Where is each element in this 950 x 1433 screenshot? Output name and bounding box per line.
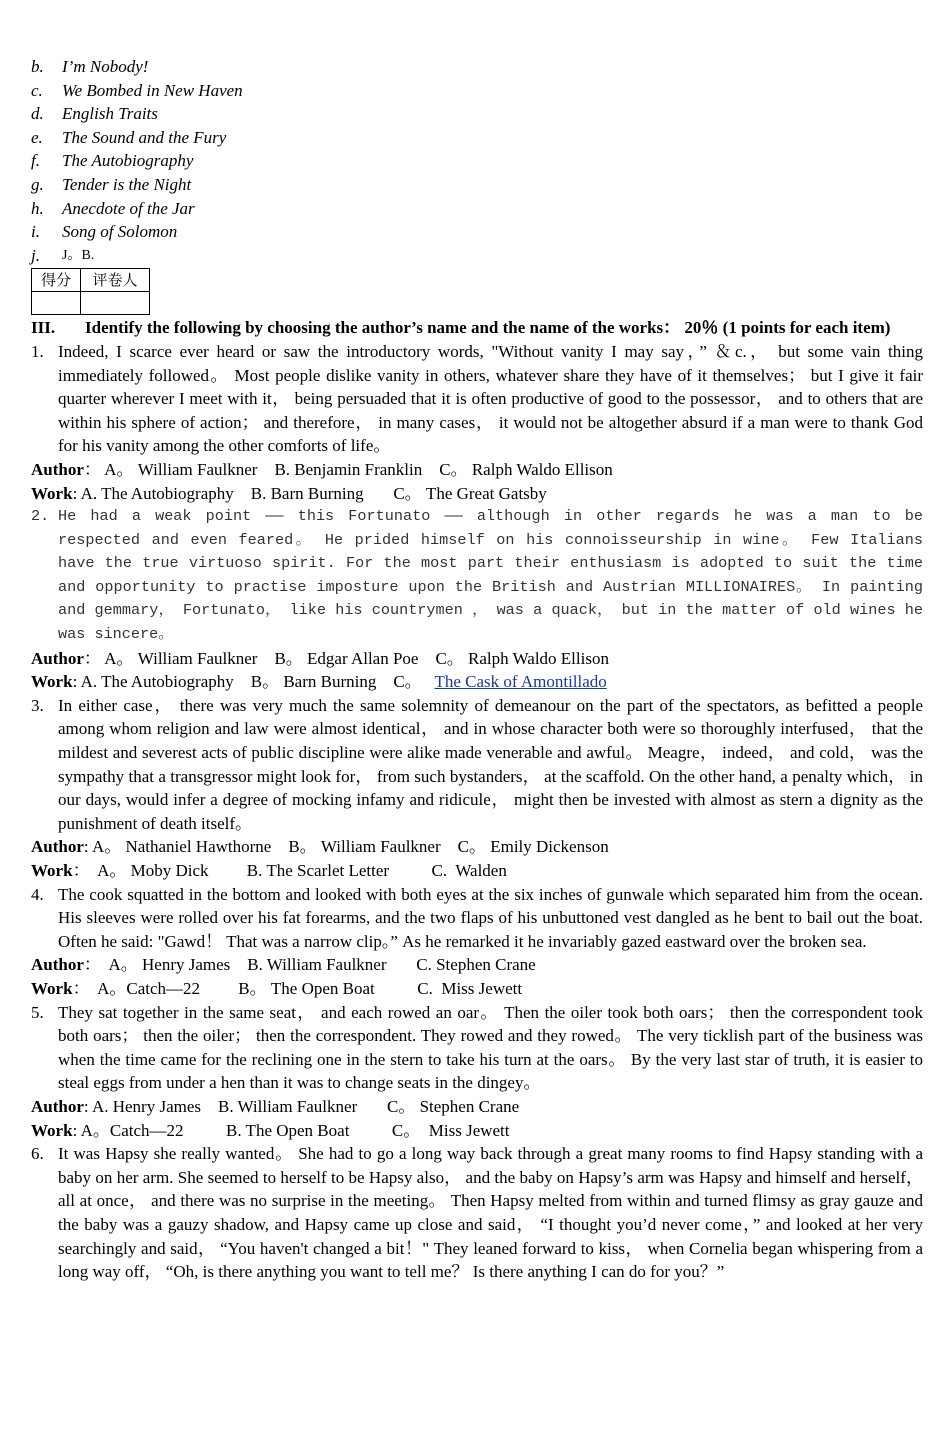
- score-header: 得分: [32, 269, 81, 292]
- list-item: e. The Sound and the Fury: [31, 127, 227, 147]
- score-cell[interactable]: [32, 292, 81, 315]
- question-number: 2.: [31, 507, 50, 526]
- question-text: He had a weak point —— this Fortunato —— although in other regards he was a man to be respected and even feared。 He prided himself on his connoisseurship in wine。 Few Italians have the true virtuoso spirit. For the most part their enthusiasm is adopted to suit the time and opportunity to practise imposture upon the British and Austrian MILLIONAIRES。 In painting and gemmary， Fortunato， like his countrymen ， was a quack， but in the matter of old wines he was sincere。: [58, 507, 923, 644]
- author-options: Author： A。 William Faulkner B。 Edgar Allan Poe C。 Ralph Waldo Ellison: [31, 648, 609, 668]
- question-text: They sat together in the same seat， and each rowed an oar。 Then the oiler took both oars； then the correspondent took both oars； then the oiler； then the correspondent. They rowed and they rowed。 The very ticklish part of the business was when the time came for the reclining one in the stern to take his turn at the oars。 By the very last star of truth, it is easier to steal eggs from under a hen than it was to change seats in the dingey。: [58, 1002, 923, 1093]
- work-options: Work: A。Catch—22 B. The Open Boat C。 Miss Jewett: [31, 1120, 510, 1140]
- question-number: 6.: [31, 1144, 44, 1164]
- question-text: Indeed, I scarce ever heard or saw the introductory words, "Without vanity I may say，” ＆c.， but some vain thing immediately followed。 Most people dislike vanity in others, whatever share they have of it themselves； but I give it fair quarter wherever I meet with it， being persuaded that it is often productive of good to the possessor， and to others that are within his sphere of action； and therefore， in many cases， it would not be altogether absurd if a man were to thank God for his vanity among the other comforts of life。: [58, 341, 923, 456]
- list-item: d. English Traits: [31, 104, 158, 124]
- grader-cell[interactable]: [81, 292, 150, 315]
- answer-list: [31, 55, 923, 267]
- list-item: b. I’m Nobody!: [31, 57, 149, 76]
- list-item: f. The Autobiography: [31, 151, 194, 171]
- section-heading: [31, 316, 923, 340]
- author-options: Author： A。 William Faulkner B. Benjamin Franklin C。 Ralph Waldo Ellison: [31, 459, 613, 479]
- work-options: Work： A。Catch—22 B。 The Open Boat C. Miss Jewett: [31, 978, 523, 998]
- author-options: Author： A。 Henry James B. William Faulkner C. Stephen Crane: [31, 955, 536, 975]
- question: [31, 1001, 923, 1095]
- question-number: 3.: [31, 695, 44, 715]
- section-title: Identify the following by choosing the author’s name and the name of the works： 20％ (1 points for each item): [85, 318, 891, 338]
- list-item: h. Anecdote of the Jar: [31, 198, 195, 218]
- list-item: c. We Bombed in New Haven: [31, 80, 243, 100]
- author-options: Author: A. Henry James B. William Faulkner C。 Stephen Crane: [31, 1096, 520, 1116]
- question-number: 4.: [31, 884, 44, 904]
- work-options: Work: A. The Autobiography B. Barn Burning C。 The Great Gatsby: [31, 483, 547, 503]
- question: [31, 694, 923, 836]
- question-text: It was Hapsy she really wanted。 She had to go a long way back through a great many rooms to find Hapsy standing with a baby on her arm. She seemed to herself to be Hapsy also， and the baby on Hapsy’s arm was Hapsy and himself and herself， all at once， and there was no surprise in the meeting。 Then Hapsy melted from within and turned flimsy as gray gauze and the baby was a gauzy shadow, and Hapsy came up close and said， “I thought you’d never come，” and looked at her very searchingly and said， “You haven't changed a bit！" They leaned forward to kiss， when Cornelia began whispering from a long way off， “Oh, is there anything you want to tell me？ Is there anything I can do for you？”: [58, 1144, 923, 1282]
- question-text: The cook squatted in the bottom and looked with both eyes at the six inches of gunwale which separated him from the ocean. His sleeves were rolled over his fat forearms, and the two flaps of his unbuttoned vest dangled as he bent to bail out the boat. Often he said: "Gawd！ That was a narrow clip。” As he remarked it he invariably gazed eastward over the broken sea.: [58, 884, 923, 951]
- grader-header: 评卷人: [81, 269, 150, 292]
- exam-page: [31, 55, 923, 1284]
- question-number: 1.: [31, 341, 44, 361]
- work-options: Work： A。 Moby Dick B. The Scarlet Letter C. Walden: [31, 861, 507, 880]
- list-item: j. J。B.: [31, 245, 95, 265]
- work-options: Work: A. The Autobiography B。 Barn Burning C。 The Cask of Amontillado: [31, 672, 607, 692]
- question: [31, 1142, 923, 1284]
- question-number: 5.: [31, 1002, 44, 1022]
- list-item: i. Song of Solomon: [31, 222, 178, 242]
- section-number: III.: [31, 318, 56, 338]
- author-options: Author: A。 Nathaniel Hawthorne B。 William Faulkner C。 Emily Dickenson: [31, 837, 609, 857]
- list-item: g. Tender is the Night: [31, 174, 192, 194]
- question: [31, 883, 923, 954]
- score-table: [31, 268, 150, 315]
- work-link[interactable]: The Cask of Amontillado: [434, 672, 607, 692]
- question-text: In either case， there was very much the same solemnity of demeanour on the part of the spectators, as befitted a people among whom religion and law were almost identical， and in whose character both were so thoroughly interfused， that the mildest and severest acts of public discipline were alike made venerable and awful。 Meagre， indeed， and cold， was the sympathy that a transgressor might look for， from such bystanders， at the scaffold. On the other hand, a penalty which， in our days, would infer a degree of mocking infamy and ridicule， might then be invested with almost as stern a dignity as the punishment of death itself。: [58, 695, 923, 833]
- question: [31, 505, 923, 647]
- question: [31, 340, 923, 458]
